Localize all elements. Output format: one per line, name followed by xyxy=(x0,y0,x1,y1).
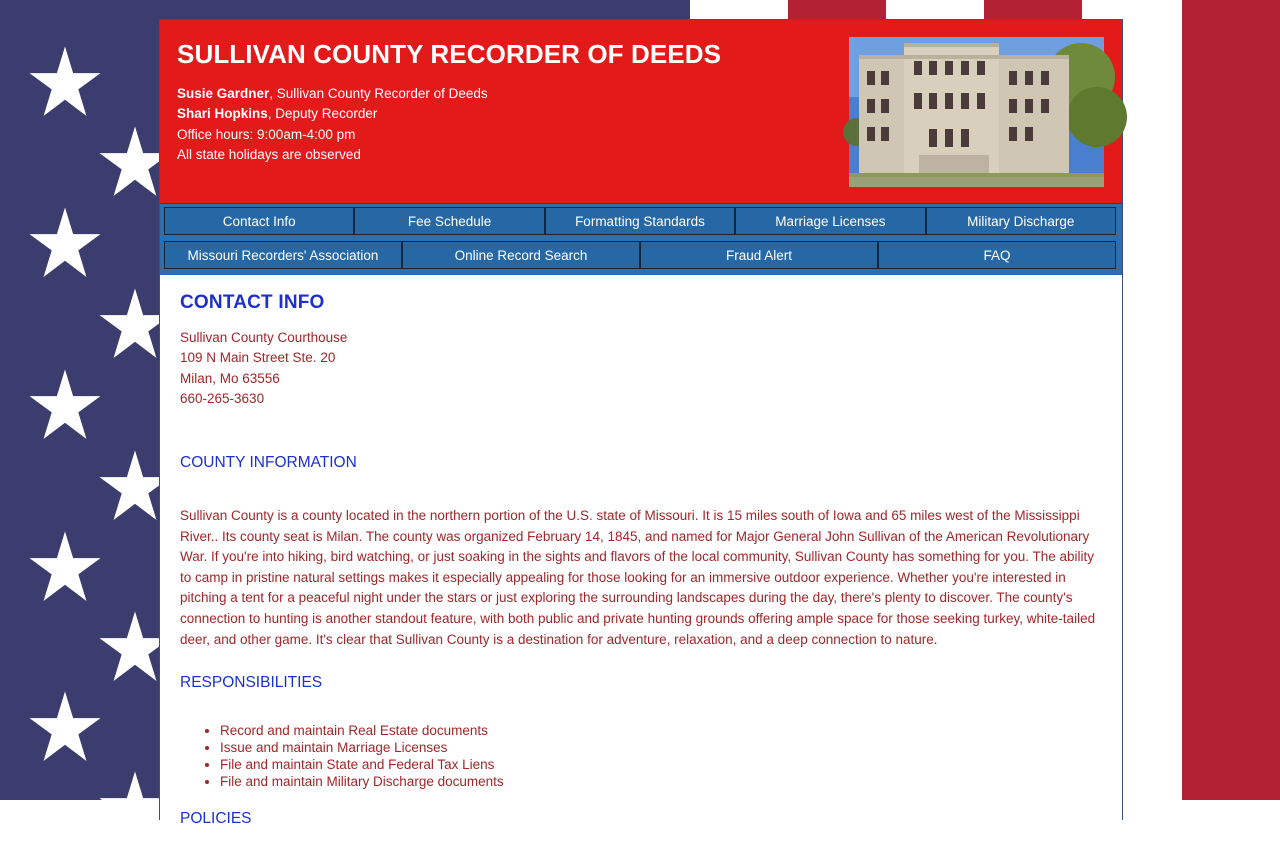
site-header xyxy=(160,20,1122,203)
recorder-role: , Sullivan County Recorder of Deeds xyxy=(269,86,488,101)
star-icon xyxy=(28,690,102,764)
courthouse-photo xyxy=(849,37,1104,187)
address-line: Sullivan County Courthouse xyxy=(180,330,348,345)
deputy-name: Shari Hopkins xyxy=(177,106,268,121)
site-title: SULLIVAN COUNTY RECORDER OF DEEDS xyxy=(177,39,722,69)
nav-marriage-licenses[interactable]: Marriage Licenses xyxy=(735,207,925,235)
nav-online-record-search[interactable]: Online Record Search xyxy=(402,241,640,269)
main-nav xyxy=(160,203,1122,275)
address-line: 109 N Main Street Ste. 20 xyxy=(180,350,336,365)
phone-number: 660-265-3630 xyxy=(180,391,265,406)
page-container xyxy=(159,19,1123,827)
star-icon xyxy=(28,530,102,604)
deputy-line xyxy=(177,106,377,121)
responsibilities-heading: RESPONSIBILITIES xyxy=(180,674,323,691)
nav-fee-schedule[interactable]: Fee Schedule xyxy=(354,207,544,235)
star-icon xyxy=(28,45,102,119)
nav-row-1 xyxy=(164,207,1116,235)
nav-fraud-alert[interactable]: Fraud Alert xyxy=(640,241,878,269)
list-item: • File and maintain State and Federal Tax Liens xyxy=(220,756,504,773)
county-info-text: Sullivan County is a county located in the northern portion of the U.S. state of Missouri. It is 15 miles south of Iowa and 65 miles west of the Mississippi River.. Its county seat is Milan. The county was organized February 14, 1845, and named for Major General John Sullivan of the American Revolutionary War. If you're into hiking, bird watching, or just soaking in the sights and flavors of the local community, Sullivan County has something for you. The ability to camp in pristine natural settings makes it especially appealing for those looking for an immersive outdoor experience. Whether you're interested in pitching a tent for a peaceful night under the stars or just exploring the surrounding landscapes during the day, there's plenty to discover. The county's connection to hunting is another standout feature, with both public and private hunting grounds offering ample space for those seeking turkey, white-tailed deer, and other game. It's clear that Sullivan County is a destination for adventure, relaxation, and a deep connection to nature. xyxy=(180,508,1096,647)
county-info-heading: COUNTY INFORMATION xyxy=(180,454,357,471)
recorder-line xyxy=(177,86,488,101)
office-hours: Office hours: 9:00am-4:00 pm xyxy=(177,127,356,142)
responsibilities-list xyxy=(180,722,504,790)
star-icon xyxy=(28,368,102,442)
list-item: • File and maintain Military Discharge documents xyxy=(220,773,504,790)
contact-heading: CONTACT INFO xyxy=(180,292,325,313)
policies-heading: POLICIES xyxy=(180,810,252,827)
nav-military-discharge[interactable]: Military Discharge xyxy=(926,207,1116,235)
nav-faq[interactable]: FAQ xyxy=(878,241,1116,269)
recorder-name: Susie Gardner xyxy=(177,86,270,101)
nav-contact-info[interactable]: Contact Info xyxy=(164,207,354,235)
star-icon xyxy=(28,206,102,280)
nav-missouri-recorders-association[interactable]: Missouri Recorders' Association xyxy=(164,241,402,269)
list-item: • Issue and maintain Marriage Licenses xyxy=(220,739,504,756)
holidays-note: All state holidays are observed xyxy=(177,147,361,162)
flag-stripe xyxy=(1182,0,1280,800)
nav-formatting-standards[interactable]: Formatting Standards xyxy=(545,207,735,235)
address-line: Milan, Mo 63556 xyxy=(180,371,280,386)
list-item: • Record and maintain Real Estate documents xyxy=(220,722,504,739)
deputy-role: , Deputy Recorder xyxy=(267,106,378,121)
nav-row-2 xyxy=(164,241,1116,269)
